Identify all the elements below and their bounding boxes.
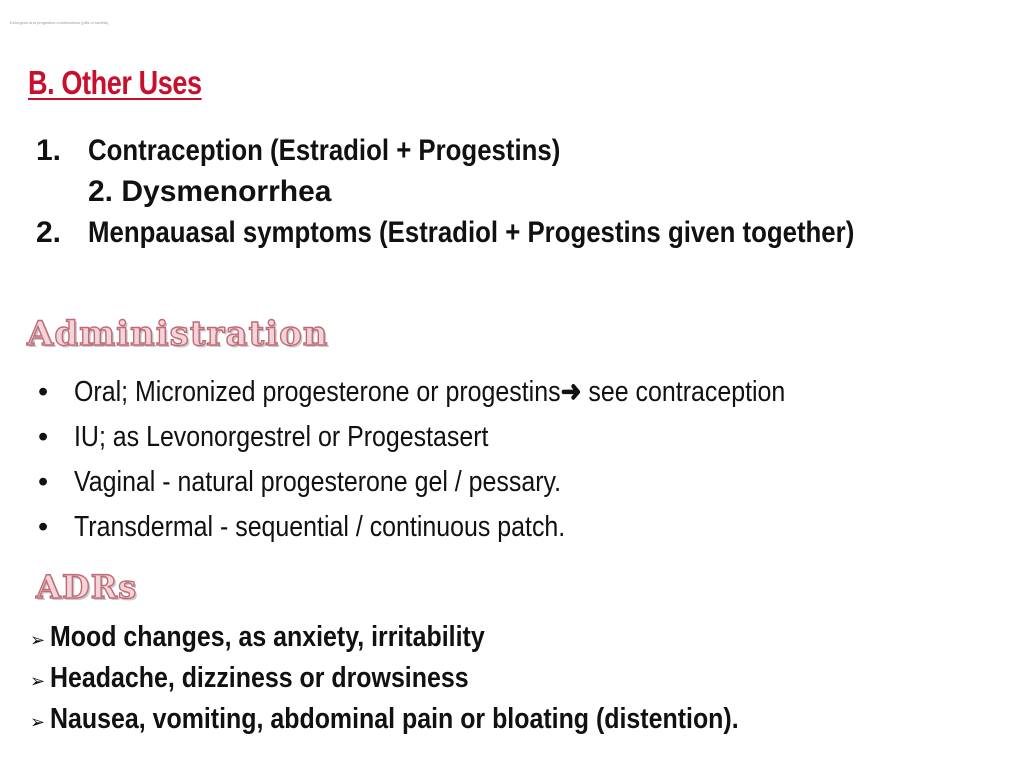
list-item-text: Nausea, vomiting, abdominal pain or bloating (distention). xyxy=(50,703,739,735)
list-item-text: Mood changes, as anxiety, irritability xyxy=(50,621,485,653)
list-item-text: Menpauasal symptoms (Estradiol + Progestins given together) xyxy=(88,216,855,249)
list-item-text xyxy=(74,370,785,415)
list-item-text: Contraception (Estradiol + Progestins) xyxy=(88,134,561,167)
other-uses-list xyxy=(36,130,979,253)
section-title-adrs: ADRs xyxy=(36,568,138,606)
list-item xyxy=(38,460,901,505)
list-item xyxy=(38,370,901,415)
list-item-text: Vaginal - natural progesterone gel / pessary. xyxy=(74,466,562,498)
bullet-icon: • xyxy=(38,421,49,453)
section-title-other-uses: B. Other Uses xyxy=(28,64,202,101)
list-item xyxy=(38,415,901,460)
list-subitem: 2. Dysmenorrhea xyxy=(88,175,332,208)
arrowhead-bullet-icon: ➢ xyxy=(30,630,46,650)
arrow-right-icon: ➜ xyxy=(560,376,582,408)
administration-list xyxy=(38,370,901,550)
list-item-number: 1. xyxy=(36,134,62,167)
arrowhead-bullet-icon: ➢ xyxy=(30,671,46,691)
bullet-icon: • xyxy=(38,466,49,498)
list-item xyxy=(30,659,851,700)
list-item-number: 2. xyxy=(36,216,62,249)
adrs-list xyxy=(30,618,851,741)
list-item-text: Headache, dizziness or drowsiness xyxy=(50,662,469,694)
list-item-text: IU; as Levonorgestrel or Progestasert xyxy=(74,421,489,453)
list-item xyxy=(38,505,901,550)
arrowhead-bullet-icon: ➢ xyxy=(30,712,46,732)
list-item xyxy=(30,700,851,741)
list-item xyxy=(36,212,979,253)
list-item-text-part: Oral; Micronized progesterone or progestins xyxy=(74,376,561,408)
list-item-text-part: see contraception xyxy=(581,376,786,408)
slide-header-caption: Estrogens and progestins combinations (pills or tablets) xyxy=(10,20,109,25)
bullet-icon: • xyxy=(38,376,49,408)
list-item xyxy=(36,130,979,171)
list-item-text: Transdermal - sequential / continuous patch. xyxy=(74,511,566,543)
bullet-icon: • xyxy=(38,511,49,543)
list-item xyxy=(30,618,851,659)
section-title-administration: Administration xyxy=(27,314,329,354)
